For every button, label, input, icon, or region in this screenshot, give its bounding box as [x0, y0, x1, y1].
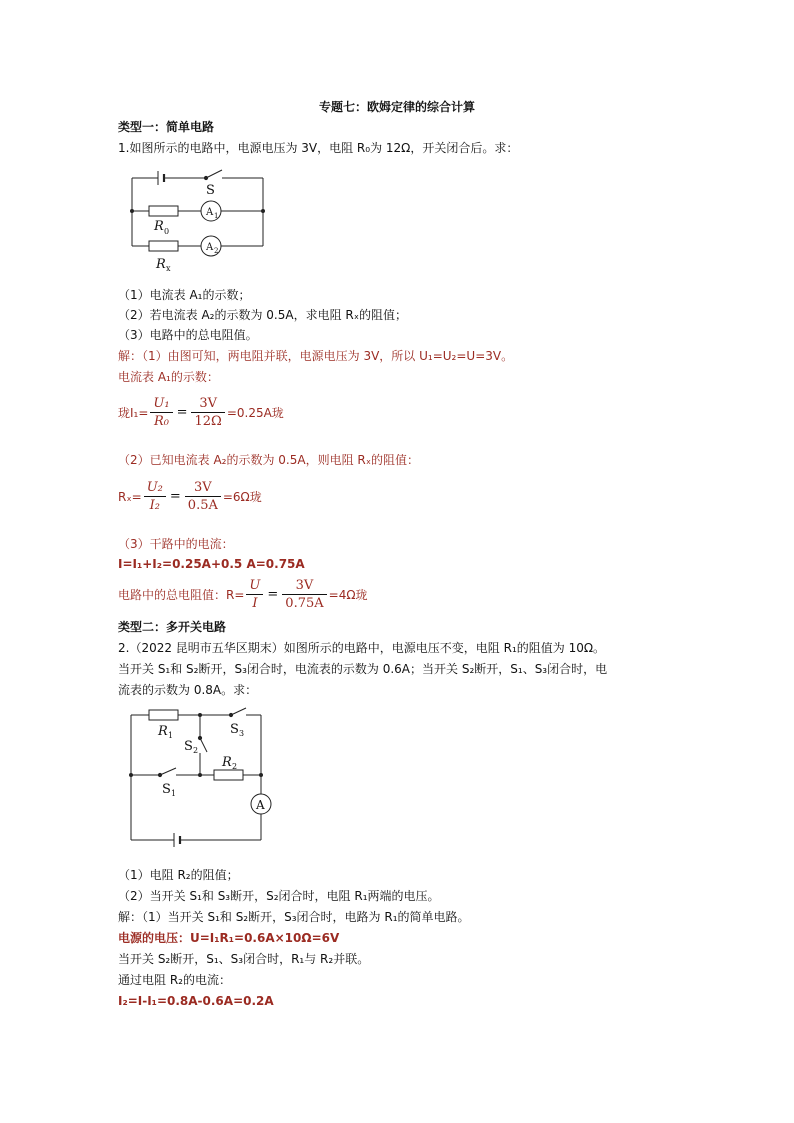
solution2-r2-label: 通过电阻 R₂的电流： [118, 973, 231, 987]
switch-s3-blade [231, 708, 246, 715]
label-r1: R [158, 724, 168, 739]
resistor-r0 [149, 206, 178, 216]
equation-rx [118, 479, 262, 514]
switch-s2-blade [200, 738, 207, 752]
solution1-part2: （2）已知电流表 A₂的示数为 0.5A，则电阻 Rₓ的阻值： [118, 453, 420, 467]
label-s2: S [184, 739, 193, 754]
eq1-equals: = [176, 405, 188, 420]
label-s3-sub: 3 [239, 729, 245, 738]
eq4-equals: = [267, 587, 279, 602]
eq4-label: 电路中的总电阻值： [118, 588, 227, 602]
circuit-diagram-2 [118, 704, 278, 854]
eq2-num2: 3V [185, 479, 221, 497]
problem2-line2: 当开关 S₁和 S₂断开，S₃闭合时，电流表的示数为 0.6A；当开关 S₂断开，S₁、S₃闭合时，电 [118, 662, 608, 676]
eq4-den2: 0.75A [285, 596, 324, 611]
label-s2-sub: 2 [193, 746, 199, 755]
equation-total-current: I=I₁+I₂=0.25A+0.5 A=0.75A [118, 557, 305, 571]
eq4-num: U [246, 577, 263, 595]
problem1-text: 1.如图所示的电路中，电源电压为 3V，电阻 R₀为 12Ω，开关闭合后。求： [118, 141, 519, 155]
problem2-line3: 流表的示数为 0.8A。求： [118, 683, 258, 697]
solution1-a1-label: 电流表 A₁的示数： [118, 370, 219, 384]
eq1-den: R₀ [153, 414, 169, 429]
question1-2: （2）若电流表 A₂的示数为 0.5A，求电阻 Rₓ的阻值； [118, 308, 408, 322]
question1-3: （3）电路中的总电阻值。 [118, 328, 258, 342]
circuit-diagram-1 [118, 164, 288, 274]
label-r2: R [222, 755, 232, 770]
label-s1: S [162, 782, 171, 797]
label-r2-sub: 2 [232, 762, 238, 771]
switch-s-blade [206, 170, 222, 178]
question1-1: （1）电流表 A₁的示数； [118, 288, 251, 302]
solution2-intro: 解：（1）当开关 S₁和 S₂断开，S₃闭合时，电路为 R₁的简单电路。 [118, 910, 470, 924]
label-a2: A [206, 242, 214, 253]
eq2-den2: 0.5A [187, 498, 218, 513]
label-s3: S [230, 722, 239, 737]
eq2-equals: = [169, 489, 181, 504]
eq1-num2: 3V [191, 395, 224, 413]
eq1-num: U₁ [150, 395, 172, 413]
eq4-den: I [252, 596, 258, 611]
question2-2: （2）当开关 S₁和 S₃断开，S₂闭合时，电阻 R₁两端的电压。 [118, 889, 440, 903]
eq2-result: =6Ω珑 [222, 490, 262, 504]
section1-heading: 类型一：简单电路 [118, 120, 215, 134]
label-r0-sub: 0 [164, 227, 170, 236]
resistor-r2 [214, 770, 243, 780]
label-rx: R [156, 257, 166, 272]
label-a2-sub: 2 [214, 247, 219, 255]
label-s1-sub: 1 [171, 789, 177, 798]
question2-1: （1）电阻 R₂的阻值； [118, 868, 239, 882]
solution2-r2-eq: I₂=I-I₁=0.8A-0.6A=0.2A [118, 994, 274, 1008]
eq1-den2: 12Ω [194, 414, 222, 429]
page-title: 专题七：欧姆定律的综合计算 [318, 100, 475, 114]
eq2-lhs: Rₓ= [118, 489, 142, 504]
section2-heading: 类型二：多开关电路 [118, 620, 227, 634]
eq4-result: =4Ω珑 [328, 588, 368, 602]
label-r0: R [154, 219, 164, 234]
eq4-num2: 3V [282, 577, 326, 595]
switch-s1-blade [160, 768, 176, 775]
eq2-den: I₂ [149, 498, 160, 513]
label-rx-sub: x [166, 264, 171, 273]
label-a: A [256, 798, 265, 812]
solution1-intro: 解：（1）由图可知，两电阻并联，电源电压为 3V，所以 U₁=U₂=U=3V。 [118, 349, 514, 363]
label-a1: A [206, 207, 214, 218]
problem2-line1: 2.（2022 昆明市五华区期末）如图所示的电路中，电源电压不变，电阻 R₁的阻值为 10Ω。 [118, 641, 606, 655]
solution2-parallel: 当开关 S₂断开，S₁、S₃闭合时，R₁与 R₂并联。 [118, 952, 370, 966]
resistor-rx [149, 241, 178, 251]
eq1-lhs: 珑I₁= [118, 406, 149, 420]
resistor-r1 [149, 710, 178, 720]
eq2-num: U₂ [144, 479, 166, 497]
label-r1-sub: 1 [168, 731, 174, 740]
solution2-voltage: 电源的电压：U=I₁R₁=0.6A×10Ω=6V [118, 931, 340, 945]
label-s: S [206, 183, 215, 198]
label-a1-sub: 1 [214, 212, 219, 220]
eq4-lhs: R= [226, 587, 245, 602]
equation-i1 [118, 395, 284, 430]
solution1-part3: （3）干路中的电流： [118, 537, 234, 551]
eq1-result: =0.25A珑 [226, 406, 284, 420]
equation-total-r [118, 577, 368, 612]
